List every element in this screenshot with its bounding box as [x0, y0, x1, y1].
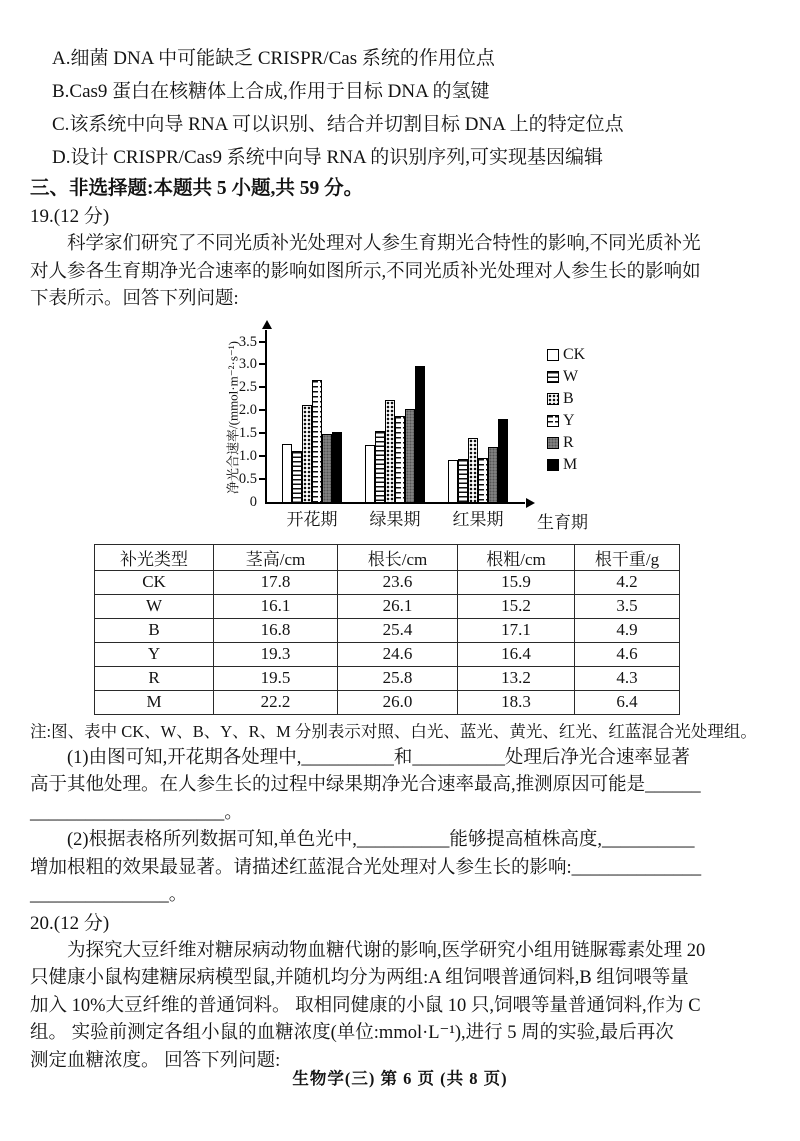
bar-m-1: [332, 432, 342, 502]
table-cell: 25.4: [338, 618, 458, 642]
x-category-label: 开花期: [286, 509, 338, 529]
y-tick: [259, 341, 267, 343]
bar-r-1: [322, 434, 332, 502]
q19-blank-question-1: _____________________。: [30, 802, 243, 823]
choice-options-block: [30, 42, 774, 174]
table-cell: 4.6: [575, 642, 680, 666]
q19-number: 19.(12 分): [30, 206, 110, 227]
table-header-cell: 补光类型: [95, 544, 214, 570]
table-row: [95, 666, 680, 690]
legend-label: B: [563, 389, 574, 407]
table-header-cell: 根粗/cm: [458, 544, 575, 570]
legend-item-r: [547, 432, 585, 454]
table-cell: 25.8: [338, 666, 458, 690]
q19-intro-line: 下表所示。回答下列问题:: [30, 289, 239, 309]
legend-swatch-icon: [547, 437, 559, 449]
bar-w-1: [292, 451, 302, 501]
table-cell: 6.4: [575, 690, 680, 714]
bar-r-2: [405, 409, 415, 502]
table-cell: 19.5: [214, 666, 338, 690]
legend-swatch-icon: [547, 371, 559, 383]
chart-legend: [547, 344, 585, 476]
y-axis-title: 净光合速率/(mmol·m⁻²·s⁻¹): [225, 340, 241, 494]
table-row: [95, 594, 680, 618]
table-cell: R: [95, 666, 214, 690]
table-cell: 18.3: [458, 690, 575, 714]
table-header-cell: 茎高/cm: [214, 544, 338, 570]
y-tick-label: 2.5: [238, 379, 257, 396]
option-d: D.设计 CRISPR/Cas9 系统中向导 RNA 的识别序列,可实现基因编辑: [52, 147, 604, 168]
table-cell: 15.2: [458, 594, 575, 618]
table-cell: 16.4: [458, 642, 575, 666]
table-cell: 4.9: [575, 618, 680, 642]
table-cell: 24.6: [338, 642, 458, 666]
y-tick-label: 2.0: [238, 402, 257, 419]
bar-w-3: [458, 459, 468, 501]
bar-ck-1: [282, 444, 292, 501]
bar-b-1: [302, 405, 312, 502]
legend-item-w: [547, 366, 585, 388]
bar-m-2: [415, 366, 425, 502]
table-note: 注:图、表中 CK、W、B、Y、R、M 分别表示对照、白光、蓝光、黄光、红光、红蓝混合光处理组。: [30, 721, 757, 741]
page-footer: 生物学(三) 第 6 页 (共 8 页): [292, 1069, 508, 1088]
x-category-label: 绿果期: [369, 509, 421, 529]
table-cell: M: [95, 690, 214, 714]
option-a: A.细菌 DNA 中可能缺乏 CRISPR/Cas 系统的作用位点: [52, 48, 495, 69]
table-row: [95, 618, 680, 642]
bar-b-2: [385, 400, 395, 501]
table-cell: 16.1: [214, 594, 338, 618]
legend-swatch-icon: [547, 459, 559, 471]
ginseng-table: [94, 544, 680, 715]
table-cell: 26.1: [338, 594, 458, 618]
table-cell: 16.8: [214, 618, 338, 642]
bar-b-3: [468, 438, 478, 501]
table-cell: 13.2: [458, 666, 575, 690]
bar-chart: [215, 320, 780, 536]
y-tick: [259, 386, 267, 388]
legend-item-ck: [547, 344, 585, 366]
y-tick: [259, 409, 267, 411]
legend-item-m: [547, 454, 585, 476]
table-cell: 26.0: [338, 690, 458, 714]
y-tick-label: 0.5: [238, 470, 257, 487]
bar-w-2: [375, 431, 385, 502]
legend-swatch-icon: [547, 393, 559, 405]
table-row: [95, 570, 680, 594]
table-cell: W: [95, 594, 214, 618]
legend-swatch-icon: [547, 349, 559, 361]
x-axis-title: 生育期: [537, 512, 588, 532]
table-cell: 4.2: [575, 570, 680, 594]
table-row: [95, 690, 680, 714]
q20-intro-line: 测定血糖浓度。 回答下列问题:: [30, 1050, 281, 1071]
x-category-label: 红果期: [452, 509, 504, 529]
y-tick: [259, 478, 267, 480]
table-cell: 23.6: [338, 570, 458, 594]
option-c: C.该系统中向导 RNA 可以识别、结合并切割目标 DNA 上的特定位点: [52, 114, 624, 135]
table-cell: 19.3: [214, 642, 338, 666]
q19-blank-question-1: 高于其他处理。在人参生长的过程中绿果期净光合速率最高,推测原因可能是______: [30, 775, 701, 795]
table-header-cell: 根长/cm: [338, 544, 458, 570]
legend-label: W: [563, 367, 579, 385]
table-cell: 3.5: [575, 594, 680, 618]
bar-y-1: [312, 380, 322, 501]
plot-area: [238, 330, 525, 529]
y-tick-label: 3.5: [238, 333, 257, 350]
q20-intro-line: 为探究大豆纤维对糖尿病动物血糖代谢的影响,医学研究小组用链脲霉素处理 20: [67, 940, 706, 961]
table-cell: 17.8: [214, 570, 338, 594]
legend-label: R: [563, 433, 574, 451]
y-tick-label: 1.5: [238, 424, 257, 441]
bar-r-3: [488, 447, 498, 502]
section-header: 三、非选择题:本题共 5 小题,共 59 分。: [30, 178, 364, 199]
y-tick-label: 0: [249, 493, 257, 510]
q19-blank-question-1: (1)由图可知,开花期各处理中,__________和__________处理后净光合速率显著: [67, 747, 690, 768]
table-header-row: [95, 544, 680, 570]
table-cell: 4.3: [575, 666, 680, 690]
table-cell: 22.2: [214, 690, 338, 714]
table-cell: CK: [95, 570, 214, 594]
legend-item-y: [547, 410, 585, 432]
table-header-cell: 根干重/g: [575, 544, 680, 570]
table-cell: 15.9: [458, 570, 575, 594]
table-row: [95, 642, 680, 666]
y-tick: [259, 363, 267, 365]
q19-blank-question-2: (2)根据表格所列数据可知,单色光中,__________能够提高植株高度,__________: [67, 830, 695, 850]
bar-y-3: [478, 458, 488, 501]
y-tick: [259, 432, 267, 434]
legend-item-b: [547, 388, 585, 410]
bar-m-3: [498, 419, 508, 501]
option-b: B.Cas9 蛋白在核糖体上合成,作用于目标 DNA 的氢键: [52, 81, 490, 102]
legend-label: M: [563, 455, 578, 473]
table-cell: Y: [95, 642, 214, 666]
table-cell: 17.1: [458, 618, 575, 642]
legend-label: Y: [563, 411, 575, 429]
q20-intro-line: 组。 实验前测定各组小鼠的血糖浓度(单位:mmol·L⁻¹),进行 5 周的实验,最后再次: [30, 1023, 674, 1043]
q19-blank-question-2: _______________。: [30, 885, 188, 905]
bar-ck-2: [365, 445, 375, 501]
q20-intro-line: 加入 10%大豆纤维的普通饲料。 取相同健康的小鼠 10 只,饲喂等量普通饲料,作为 C: [30, 995, 701, 1016]
q20-number: 20.(12 分): [30, 912, 110, 934]
bar-y-2: [395, 416, 405, 501]
q19-blank-question-2: 增加根粗的效果最显著。请描述红蓝混合光处理对人参生长的影响:______________: [30, 857, 702, 878]
y-tick-label: 1.0: [238, 447, 257, 464]
x-axis-arrow-icon: [526, 498, 535, 508]
legend-label: CK: [563, 345, 586, 363]
q19-intro-line: 科学家们研究了不同光质补光处理对人参生育期光合特性的影响,不同光质补光: [67, 234, 701, 254]
y-axis-arrow-icon: [262, 320, 272, 329]
y-tick-label: 3.0: [238, 356, 257, 373]
y-tick: [259, 455, 267, 457]
q19-intro-line: 对人参各生育期净光合速率的影响如图所示,不同光质补光处理对人参生长的影响如: [30, 261, 701, 282]
legend-swatch-icon: [547, 415, 559, 427]
table-cell: B: [95, 618, 214, 642]
q20-intro-line: 只健康小鼠构建糖尿病模型鼠,并随机均分为两组:A 组饲喂普通饲料,B 组饲喂等量: [30, 968, 689, 988]
bar-ck-3: [448, 460, 458, 501]
